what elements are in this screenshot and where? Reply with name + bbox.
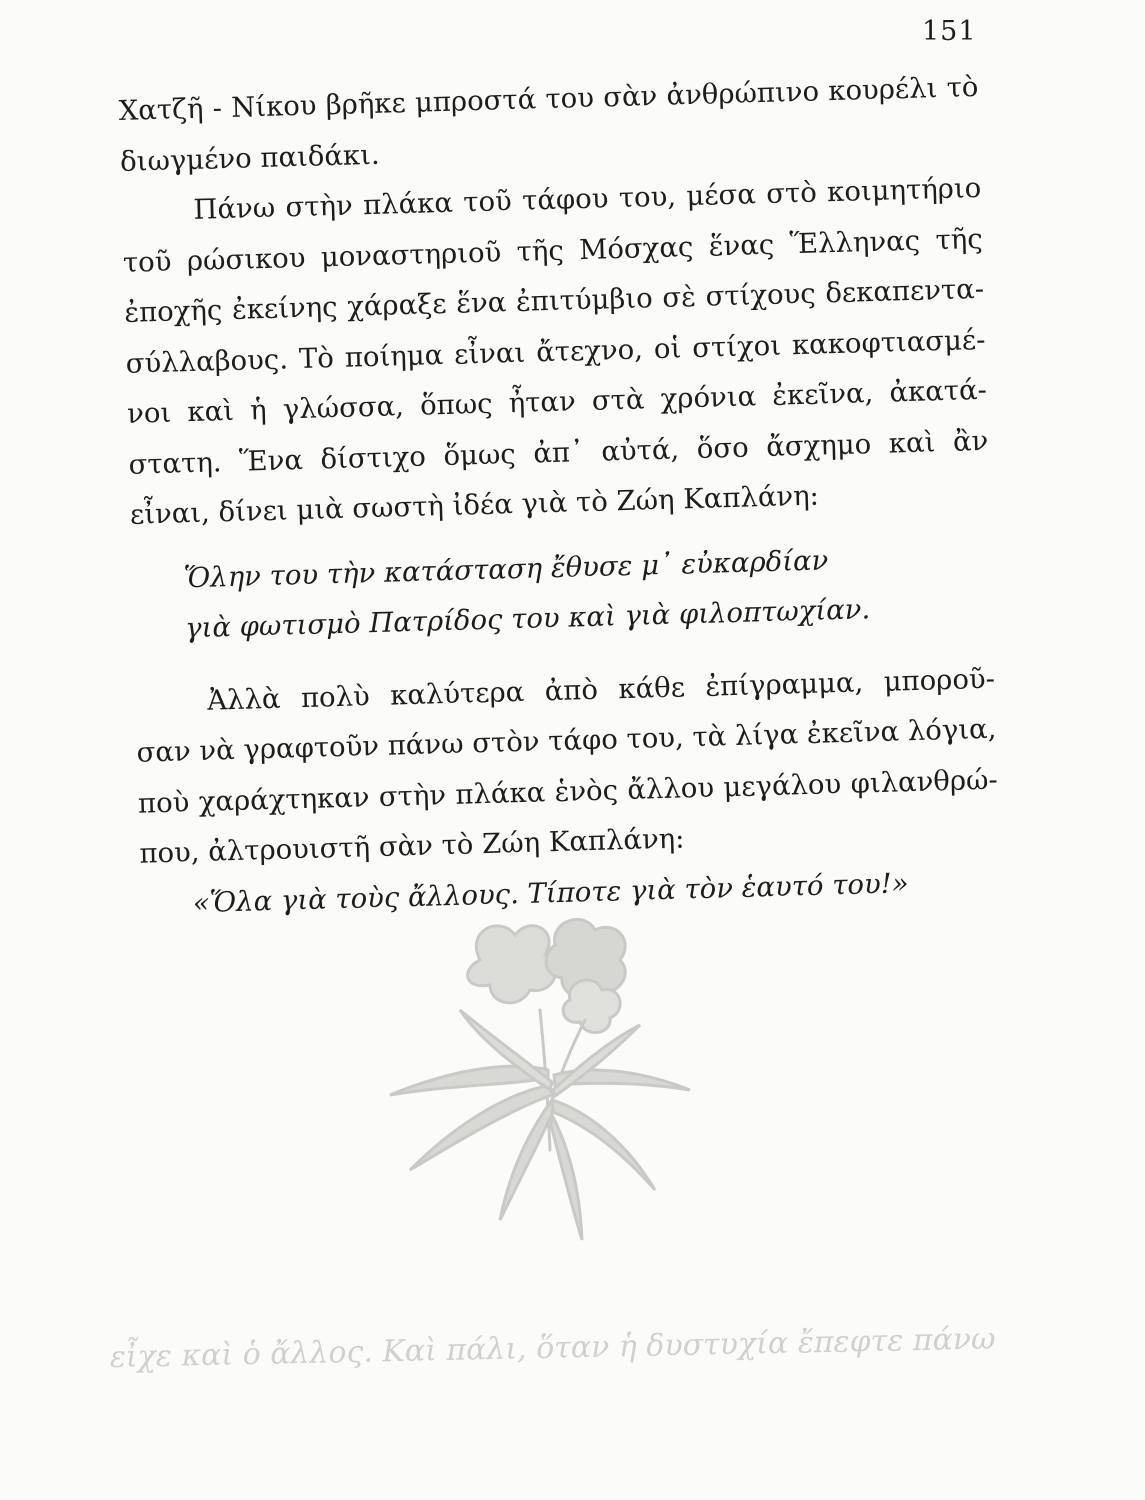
text-line: σύλλαβους. Τὸ ποίημα εἶναι ἄτεχνο, οἱ στίχοι κακοφτιασμέ-	[125, 323, 986, 380]
flower-illustration	[370, 900, 730, 1260]
bleed-through-text: εἶχε καὶ ὁ ἄλλος. Καὶ πάλι, ὅταν ἡ δυστυχία ἔπεφτε πάνω	[109, 1321, 996, 1376]
text-line: τοῦ ρώσικου μοναστηριοῦ τῆς Μόσχας ἕνας Ἕλληνας τῆς	[122, 222, 984, 279]
text-line: Χατζῆ - Νίκου βρῆκε μπροστά του σὰν ἀνθρώπινο κουρέλι τὸ	[118, 70, 979, 127]
text-line: διωγμένο παιδάκι.	[119, 138, 381, 178]
text-line: σαν νὰ γραφτοῦν πάνω στὸν τάφο του, τὰ λίγα ἐκεῖνα λόγια,	[136, 712, 997, 769]
page-number: 151	[922, 16, 977, 47]
text-line: ποὺ χαράχτηκαν στὴν πλάκα ἑνὸς ἄλλου μεγάλου φιλανθρώ-	[137, 763, 999, 820]
text-line: Πάνω στὴν πλάκα τοῦ τάφου του, μέσα στὸ κοιμητήριο	[193, 171, 982, 226]
closing-quote: «Ὅλα γιὰ τοὺς ἄλλους. Τίποτε γιὰ τὸν ἑαυτό του!»	[192, 866, 909, 919]
text-line: νοι καὶ ἡ γλώσσα, ὅπως ἦταν στὰ χρόνια ἐκεῖνα, ἀκατά-	[126, 373, 988, 430]
verse-line: γιὰ φωτισμὸ Πατρίδος του καὶ γιὰ φιλοπτωχίαν.	[184, 593, 871, 645]
text-line: εἶναι, δίνει μιὰ σωστὴ ἰδέα γιὰ τὸ Ζώη Καπλάνη:	[129, 479, 820, 531]
text-line: στατη. Ἕνα δίστιχο ὅμως ἀπ᾽ αὐτά, ὅσο ἄσχημο καὶ ἂν	[128, 424, 989, 481]
text-line: Ἀλλὰ πολὺ καλύτερα ἀπὸ κάθε ἐπίγραμμα, μποροῦ-	[206, 662, 996, 717]
body-text	[118, 62, 1001, 930]
text-line: ἐποχῆς ἐκείνης χάραξε ἕνα ἐπιτύμβιο σὲ στίχους δεκαπεντα-	[123, 272, 985, 329]
verse-line: Ὅλην του τὴν κατάσταση ἔθυσε μ᾽ εὐκαρδίαν	[183, 543, 829, 594]
text-line: που, ἀλτρουιστῆ σὰν τὸ Ζώη Καπλάνη:	[138, 822, 685, 870]
